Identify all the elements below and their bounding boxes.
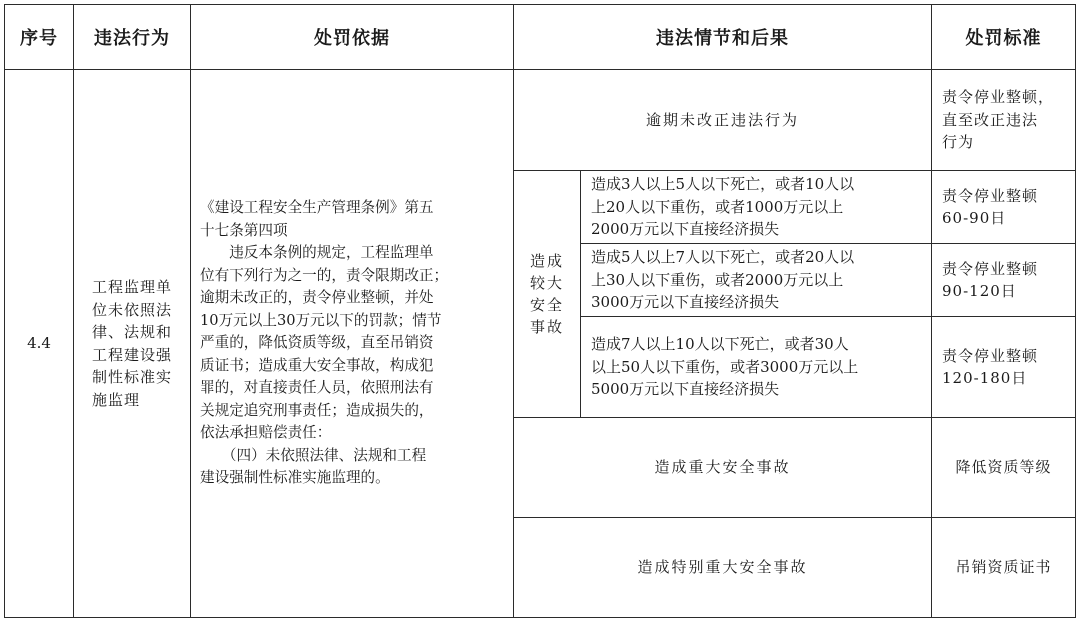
standard-5-text: 降低资质等级 xyxy=(955,458,1052,477)
row-violation xyxy=(74,70,190,617)
standard-2 xyxy=(932,171,1075,243)
serial-number-text: 4.4 xyxy=(27,334,51,353)
circumstance-6-text: 造成特别重大安全事故 xyxy=(637,558,808,577)
header-penalty-basis: 处罚依据 xyxy=(314,28,390,49)
standard-6 xyxy=(932,518,1075,617)
circumstance-2 xyxy=(581,171,931,243)
circumstance-2-text: 造成3人以上5人以下死亡，或者10人以 上20人以下重伤，或者1000万元以上 2000万元以下直接经济损失 xyxy=(591,175,855,239)
circumstance-5 xyxy=(514,418,931,517)
row-penalty-basis xyxy=(191,70,513,617)
standard-6-text: 吊销资质证书 xyxy=(955,558,1052,577)
circumstance-6 xyxy=(514,518,931,617)
rule-bottom xyxy=(4,617,1076,618)
row-serial-number xyxy=(5,70,73,617)
standard-2-text: 责令停业整顿 60-90日 xyxy=(942,186,1039,227)
circumstance-4-text: 造成7人以上10人以下死亡，或者30人 以上50人以下重伤，或者3000万元以上 5000万元以下直接经济损失 xyxy=(591,335,859,399)
standard-3 xyxy=(932,244,1075,316)
standard-3-text: 责令停业整顿 90-120日 xyxy=(942,259,1039,300)
header-violation: 违法行为 xyxy=(94,28,170,49)
header-circumstance: 违法情节和后果 xyxy=(656,28,789,49)
header-serial-number: 序号 xyxy=(20,28,58,49)
standard-1 xyxy=(932,70,1075,170)
circumstance-1 xyxy=(514,70,931,170)
subgroup-larger-accident xyxy=(514,171,580,417)
standard-1-text: 责令停业整顿， 直至改正违法 行为 xyxy=(942,88,1055,152)
standard-5 xyxy=(932,418,1075,517)
circumstance-5-text: 造成重大安全事故 xyxy=(654,458,791,477)
violation-text: 工程监理单 位未依照法 律、法规和 工程建设强 制性标准实 施监理 xyxy=(91,278,172,409)
circumstance-4 xyxy=(581,317,931,417)
standard-4 xyxy=(932,317,1075,417)
circumstance-1-text: 逾期未改正违法行为 xyxy=(645,110,799,129)
rule-right xyxy=(1075,4,1076,618)
standard-4-text: 责令停业整顿 120-180日 xyxy=(942,346,1039,387)
penalty-basis-text: 《建设工程安全生产管理条例》第五 十七条第四项 违反本条例的规定，工程监理单 位有下列行为之一的，责令限期改正； 逾期未改正的，责令停业整顿，并处 10万元以上30万元以下的罚款；情节 严重的，降低资质等级，直至吊销资 质证书；造成重大安全事故，构成犯 罪的，对直接责任人员，依照刑法有 关规定追究刑事责任；造成损失的， 依法承担赔偿责任： （四）未依照法律、法规和工程 建设强制性标准实施监理的。 xyxy=(200,199,449,487)
circumstance-3 xyxy=(581,244,931,316)
header-penalty-standard: 处罚标准 xyxy=(965,28,1042,49)
circumstance-3-text: 造成5人以上7人以下死亡，或者20人以 上30人以下重伤，或者2000万元以上 3000万元以下直接经济损失 xyxy=(591,248,855,312)
subgroup-label: 造成 较大 安全 事故 xyxy=(529,252,564,336)
